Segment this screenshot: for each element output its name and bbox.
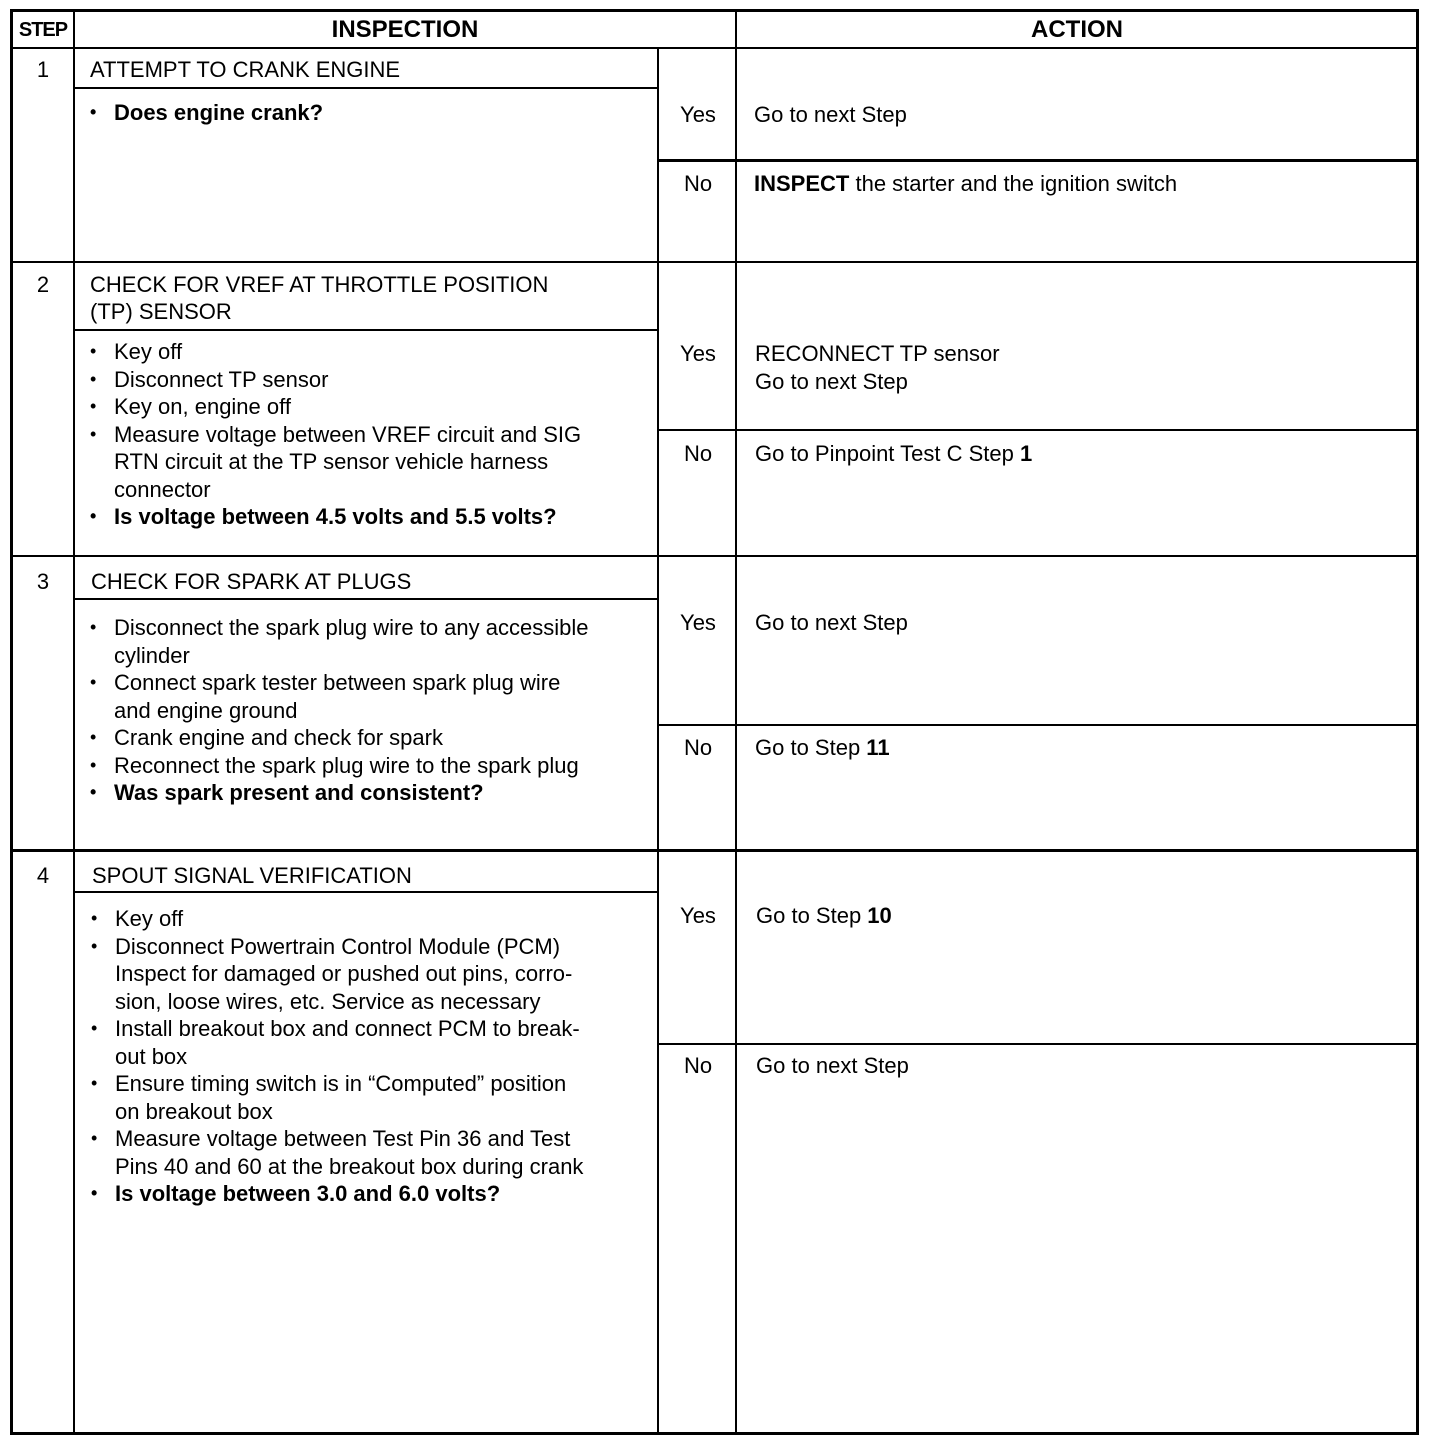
step-col-divider	[73, 9, 75, 1435]
header-step: STEP	[18, 19, 68, 41]
yesno-sep-2	[657, 429, 1419, 431]
inspection-question: • Does engine crank?	[90, 99, 323, 127]
yes-action: Go to Step 10	[756, 903, 892, 928]
row-sep-1	[10, 261, 1419, 263]
inspection-question: • Is voltage between 4.5 volts and 5.5 volts?	[90, 503, 581, 531]
inspection-bullet: • Disconnect TP sensor	[90, 366, 581, 394]
border-bottom	[10, 1432, 1419, 1435]
inspection-list	[90, 614, 588, 807]
yesno-sep-3	[657, 724, 1419, 726]
inspection-bullet: • Ensure timing switch is in “Computed” position on breakout box	[91, 1070, 583, 1125]
border-top	[10, 9, 1419, 12]
no-label: No	[683, 171, 713, 196]
step-number: 3	[36, 569, 50, 594]
inspection-bullet: • Measure voltage between VREF circuit and SIG RTN circuit at the TP sensor vehicle harness connector	[90, 421, 581, 504]
inspection-list	[91, 905, 583, 1208]
step-title: CHECK FOR SPARK AT PLUGS	[91, 569, 412, 594]
row-sep-2	[10, 555, 1419, 557]
yes-action: Go to next Step	[754, 102, 907, 127]
header-rule	[10, 47, 1419, 49]
no-action: Go to Pinpoint Test C Step 1	[755, 441, 1033, 466]
step-title: SPOUT SIGNAL VERIFICATION	[92, 863, 412, 888]
inspection-bullet: • Key off	[91, 905, 583, 933]
step-title-line: CHECK FOR VREF AT THROTTLE POSITION	[90, 272, 549, 297]
title-rule-4	[73, 891, 659, 893]
inspection-bullet: • Measure voltage between Test Pin 36 and Test Pins 40 and 60 at the breakout box during crank	[91, 1125, 583, 1180]
action-col-divider	[735, 9, 737, 1435]
no-action: Go to next Step	[756, 1053, 909, 1078]
step-number: 2	[36, 272, 50, 297]
inspection-bullet: • Disconnect Powertrain Control Module (PCM) Inspect for damaged or pushed out pins, corro- sion, loose wires, etc. Service as necessary	[91, 933, 583, 1016]
title-rule-3	[73, 598, 659, 600]
yes-label: Yes	[680, 903, 716, 928]
yes-action-line: RECONNECT TP sensor	[755, 341, 1000, 366]
inspection-bullet: • Install breakout box and connect PCM to break- out box	[91, 1015, 583, 1070]
no-action: INSPECT the starter and the ignition switch	[754, 171, 1178, 196]
inspection-bullet: • Disconnect the spark plug wire to any accessible cylinder	[90, 614, 588, 669]
yes-label: Yes	[680, 341, 716, 366]
title-rule-2	[73, 329, 659, 331]
yesno-sep-4	[657, 1043, 1419, 1045]
step-title: ATTEMPT TO CRANK ENGINE	[90, 57, 401, 82]
yes-action-line: Go to next Step	[755, 369, 908, 394]
header-inspection: INSPECTION	[331, 16, 479, 43]
yes-label: Yes	[680, 610, 716, 635]
row-sep-3	[10, 849, 1419, 852]
yes-label: Yes	[680, 102, 716, 127]
border-right	[1416, 9, 1419, 1435]
no-label: No	[683, 1053, 713, 1078]
yesno-sep-1	[657, 159, 1419, 162]
header-action: ACTION	[1031, 16, 1123, 43]
inspection-question: • Was spark present and consistent?	[90, 779, 588, 807]
no-label: No	[683, 441, 713, 466]
no-action: Go to Step 11	[755, 735, 890, 760]
inspection-bullet: • Crank engine and check for spark	[90, 724, 588, 752]
border-left	[10, 9, 13, 1435]
no-label: No	[683, 735, 713, 760]
step-number: 4	[36, 863, 50, 888]
step-number: 1	[36, 57, 50, 82]
yes-action: Go to next Step	[755, 610, 908, 635]
inspection-bullet: • Reconnect the spark plug wire to the spark plug	[90, 752, 588, 780]
inspection-question: • Is voltage between 3.0 and 6.0 volts?	[91, 1180, 583, 1208]
inspection-bullet: • Key off	[90, 338, 581, 366]
inspection-list	[90, 99, 323, 127]
title-rule-1	[73, 87, 659, 89]
step-title-line: (TP) SENSOR	[90, 299, 232, 324]
inspection-list	[90, 338, 581, 531]
inspection-bullet: • Key on, engine off	[90, 393, 581, 421]
inspection-bullet: • Connect spark tester between spark plug wire and engine ground	[90, 669, 588, 724]
